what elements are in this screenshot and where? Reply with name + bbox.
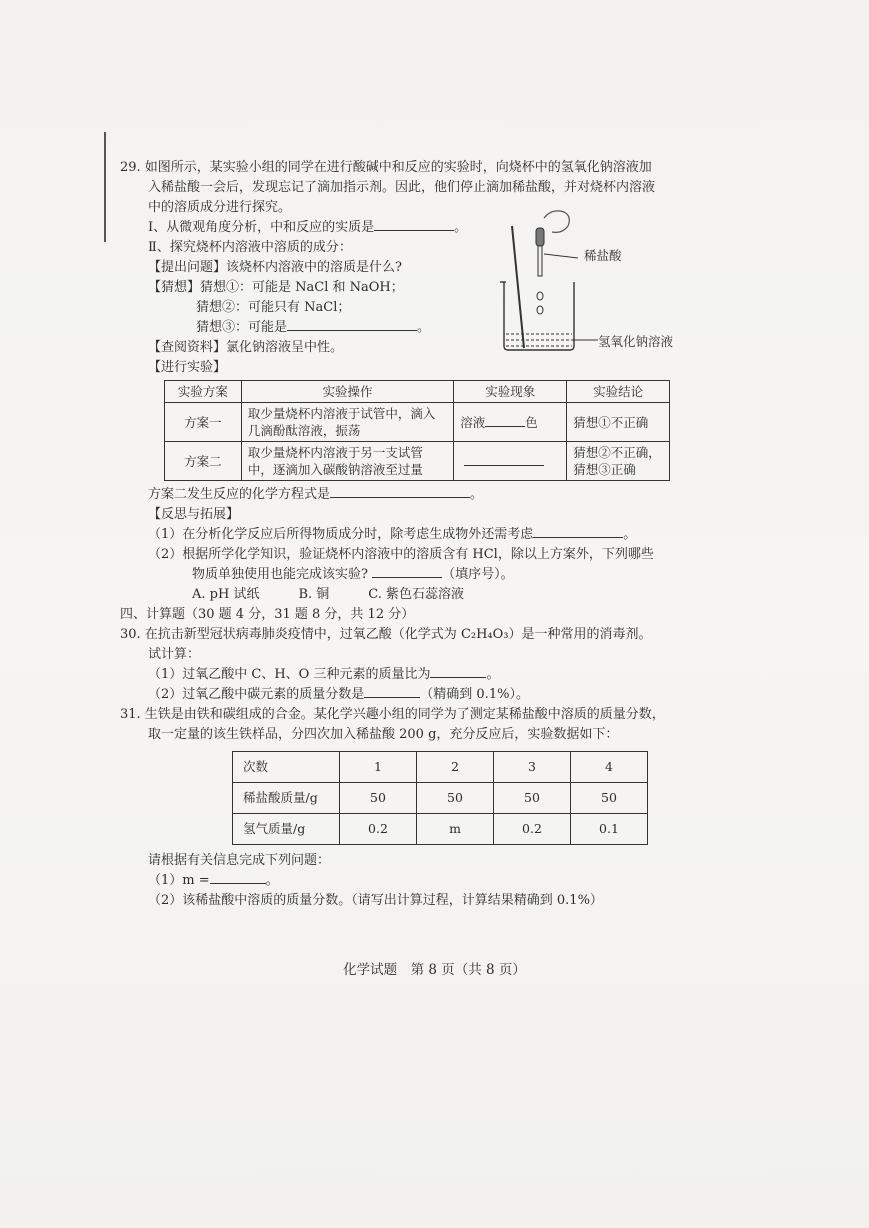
plan-op-line: 几滴酚酞溶液，振荡 [247,423,361,438]
q31-ask: 请根据有关信息完成下列问题： [148,853,331,868]
table-cell: 0.1 [571,814,648,845]
q30-s2-end: （精确到 0.1%）。 [420,687,529,702]
q29-guess3-text: 猜想③：可能是 [196,320,288,335]
data-table [232,751,648,845]
section-4-title: 四、计算题（30 题 4 分，31 题 8 分，共 12 分） [120,607,415,622]
phen-text: 溶液 [460,414,486,430]
plan-concl-line: 猜想③正确 [573,462,636,477]
table-cell: 2 [417,752,494,783]
q29-r1-text: （1）在分析化学反应后所得物质成分时，除考虑生成物外还需考虑 [148,527,534,542]
plan-conclusion: 猜想①不正确 [567,403,670,442]
table-cell: 氢气质量/g [233,814,340,845]
q29-guess3-end: 。 [417,320,431,335]
q31-a1-end: 。 [265,873,279,888]
answer-blank[interactable] [364,685,420,698]
plan-name: 方案一 [165,403,242,442]
plan-name: 方案二 [165,442,242,481]
table-cell: 稀盐酸质量/g [233,783,340,814]
q29-r2-2-text: 物质单独使用也能完成该实验? [192,567,368,582]
exam-content [120,158,700,911]
q31-line1: 31. 生铁是由铁和碳组成的合金。某化学兴趣小组的同学为了测定某稀盐酸中溶质的质量分数， [120,707,665,722]
q29-intro-3: 中的溶质成分进行探究。 [148,200,292,215]
answer-blank[interactable] [374,218,454,231]
plan-phenomenon [454,403,567,442]
table-cell: m [417,814,494,845]
table-row [165,403,670,442]
q29-part1 [120,218,700,238]
q29-part1-text: Ⅰ、从微观角度分析，中和反应的实质是 [148,220,375,235]
plan-op-line: 中，逐滴加入碳酸钠溶液至过量 [247,462,423,477]
q30-line2: 试计算： [148,647,201,662]
q29-intro-1: 29. 如图所示，某实验小组的同学在进行酸碱中和反应的实验时，向烧杯中的氢氧化钠溶液加 [120,160,652,175]
q31-line2: 取一定量的该生铁样品，分四次加入稀盐酸 200 g，充分反应后，实验数据如下： [148,727,619,742]
plan-operation [241,442,453,481]
q29-r2-2 [120,565,700,585]
q30-line1: 30. 在抗击新型冠状病毒肺炎疫情中，过氧乙酸（化学式为 C₂H₄O₃）是一种常用的消毒剂。 [120,627,652,642]
q30-s1-text: （1）过氧乙酸中 C、H、O 三种元素的质量比为 [148,667,431,682]
answer-blank[interactable] [287,318,417,331]
q31-a1-text: （1）m = [148,873,210,888]
q29-part1-end: 。 [454,220,468,235]
table-row [233,783,648,814]
table-cell: 50 [340,783,417,814]
q31-a2: （2）该稀盐酸中溶质的质量分数。（请写出计算过程，计算结果精确到 0.1%） [148,893,603,908]
q29-intro-2: 入稀盐酸一会后，发现忘记了滴加指示剂。因此，他们停止滴加稀盐酸，并对烧杯内溶液 [148,180,656,195]
q29-guess2: 猜想②：可能只有 NaCl； [196,300,351,315]
q29-reflect: 【反思与拓展】 [148,507,240,522]
answer-blank[interactable] [430,665,486,678]
q31-a1 [120,871,700,891]
table-cell: 50 [571,783,648,814]
table-cell: 50 [417,783,494,814]
page-footer: 化学试题 第 8 页（共 8 页） [343,962,526,978]
table-cell: 1 [340,752,417,783]
plan-concl-line: 猜想②不正确， [573,445,661,460]
experiment-table [164,380,670,481]
table-cell: 4 [571,752,648,783]
answer-blank[interactable] [372,565,442,578]
q29-experiment: 【进行实验】 [148,360,227,375]
q29-r1-end: 。 [623,527,637,542]
q29-r1 [120,525,700,545]
phen-text: 色 [525,414,538,430]
q29-question: 【提出问题】该烧杯内溶液中的溶质是什么? [148,260,402,275]
q29-r2-2-end: （填序号）。 [442,567,514,582]
answer-blank[interactable] [330,485,470,498]
q29-r2-1: （2）根据所学化学知识，验证烧杯内溶液中的溶质含有 HCl，除以上方案外，下列哪些 [148,547,654,562]
plan-phenomenon [454,442,567,481]
table-cell: 次数 [233,752,340,783]
table-cell: 0.2 [340,814,417,845]
q30-s2 [120,685,700,705]
q29-equation-end: 。 [470,487,484,502]
answer-blank[interactable] [533,525,623,538]
q30-s2-text: （2）过氧乙酸中碳元素的质量分数是 [148,687,365,702]
q29-info: 【查阅资料】氯化钠溶液呈中性。 [148,340,344,355]
plan-op-line: 取少量烧杯内溶液于试管中，滴入 [247,406,436,421]
table-row [165,442,670,481]
margin-line [104,132,106,242]
table-header: 实验现象 [454,381,567,403]
plan-operation [241,403,453,442]
answer-blank[interactable] [210,871,266,884]
table-cell: 3 [494,752,571,783]
answer-blank[interactable] [485,414,525,427]
plan-op-line: 取少量烧杯内溶液于另一支试管 [247,445,423,460]
q30-s1-end: 。 [486,667,500,682]
q29-guess3 [120,318,700,338]
table-cell: 0.2 [494,814,571,845]
table-header: 实验方案 [165,381,242,403]
q29-equation [120,485,700,505]
q30-s1 [120,665,700,685]
plan-conclusion [567,442,670,481]
answer-blank[interactable] [464,453,544,466]
q29-equation-text: 方案二发生反应的化学方程式是 [148,487,331,502]
label-base: 氢氧化钠溶液 [598,334,674,349]
table-header-row [165,381,670,403]
q29-guess1: 【猜想】猜想①：可能是 NaCl 和 NaOH； [148,280,404,295]
label-acid: 稀盐酸 [584,248,622,263]
table-row [233,752,648,783]
table-row [233,814,648,845]
q29-part2: Ⅱ、探究烧杯内溶液中溶质的成分： [148,240,352,255]
table-cell: 50 [494,783,571,814]
table-header: 实验操作 [241,381,453,403]
q29-options: A. pH 试纸 B. 铜 C. 紫色石蕊溶液 [192,587,465,602]
table-header: 实验结论 [567,381,670,403]
